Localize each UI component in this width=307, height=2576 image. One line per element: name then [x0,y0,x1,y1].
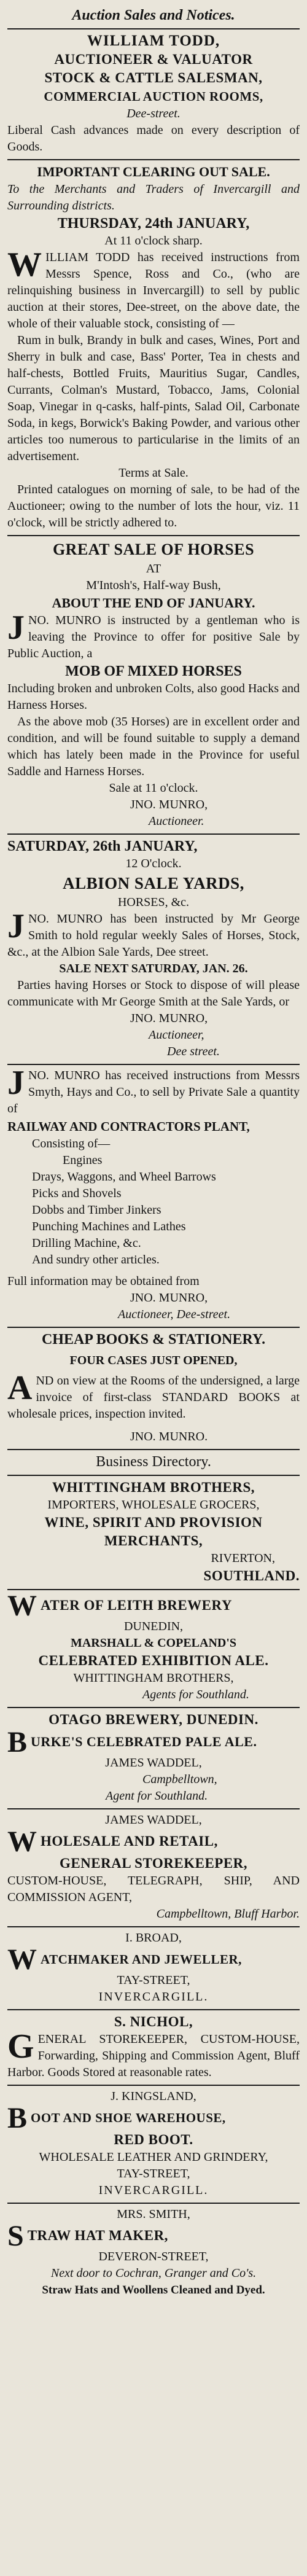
whittingham-line1: IMPORTERS, WHOLESALE GROCERS, [47,1498,260,1512]
railway-item: And sundry other articles. [32,1253,160,1267]
waddel-advert [7,1809,300,1927]
waddel-line-block [7,1825,300,1858]
clearing-time: At 11 o'clock sharp. [104,234,203,248]
smith-line2: DEVERON-STREET, [98,2250,209,2263]
smith-line-block [7,2220,300,2252]
newspaper-column [7,0,300,2302]
railway-title: RAILWAY AND CONTRACTORS PLANT, [7,1119,250,1134]
waddel-line2: GENERAL STOREKEEPER, [59,1856,248,1871]
clearing-catalogues: Printed catalogues on morning of sale, to be had of the Auctioneer; owing to the number of lots the hour, viz. 11 o'clock, will be strictly adhered to. [7,483,300,529]
leith-agent-name: WHITTINGHAM BROTHERS, [73,1671,234,1685]
railway-item: Engines [63,1153,103,1167]
kingsland-name: J. KINGSLAND, [111,2090,196,2103]
waddel-line1: HOLESALE AND RETAIL, [41,1833,218,1849]
railway-advert [7,1065,300,1328]
railway-sig-role: Auctioneer, Dee-street. [118,1308,231,1321]
otago-title: OTAGO BREWERY, DUNEDIN. [49,1712,258,1727]
kingsland-line2: RED BOOT. [114,2132,193,2147]
waddel-drop-cap: W [7,1825,37,1858]
leith-agent-role: Agents for Southland. [142,1688,249,1701]
horses-time: Sale at 11 o'clock. [109,781,198,795]
nichol-body-block [7,2028,300,2081]
clearing-heading: IMPORTANT CLEARING OUT SALE. [37,164,270,179]
whittingham-line3: MERCHANTS, [104,1533,203,1548]
horses-sig-role: Auctioneer. [149,814,204,828]
clearing-to: To the Merchants and Traders of Invercargill and Surrounding districts. [7,182,300,213]
todd-advert [7,29,300,160]
todd-role: AUCTIONEER & VALUATOR [54,52,253,67]
railway-consisting: Consisting of— [32,1137,111,1150]
todd-advances: Liberal Cash advances made on every description of Goods. [7,123,300,154]
albion-time: 12 O'clock. [125,857,182,870]
albion-sig-role: Auctioneer, [149,1028,204,1042]
whittingham-advert [7,1476,300,1590]
clearing-drop-cap: W [7,246,42,284]
todd-trade: STOCK & CATTLE SALESMAN, [44,70,263,85]
railway-item: Picks and Shovels [32,1187,122,1200]
leith-title-block [7,1590,300,1622]
railway-info: Full information may be obtained from [7,1274,200,1288]
section-header [7,4,300,29]
railway-body: NO. MUNRO has received instructions from Messrs Smyth, Hays and Co., to sell by Private Sale a quantity of [7,1069,300,1115]
railway-body-block [7,1064,300,1117]
nichol-name: S. NICHOL, [114,2014,193,2029]
books-cases: FOUR CASES JUST OPENED, [69,1354,238,1367]
albion-sig-name: JNO. MUNRO, [130,1012,208,1025]
books-heading: CHEAP BOOKS & STATIONERY. [41,1332,266,1348]
leith-title: ATER OF LEITH BREWERY [41,1598,232,1613]
clearing-terms: Terms at Sale. [119,466,188,480]
books-body: ND on view at the Rooms of the undersigned, a large invoice of first-class STANDARD BOOKS at wholesale prices, inspection invited. [7,1374,300,1421]
horses-heading: GREAT SALE OF HORSES [52,541,255,558]
otago-role: Agent for Southland. [106,1789,208,1803]
horses-place: M'Intosh's, Half-way Bush, [86,579,221,592]
albion-sig-street: Dee street. [167,1045,220,1058]
kingsland-line4: TAY-STREET, [117,2167,190,2180]
railway-item: Drays, Waggons, and Wheel Barrows [32,1170,216,1184]
horses-mob: MOB OF MIXED HORSES [65,663,242,679]
horses-when: ABOUT THE END OF JANUARY. [52,595,255,611]
kingsland-advert [7,2086,300,2204]
horses-body2: As the above mob (35 Horses) are in excellent order and condition, and will be found suitable to supply a demand which has lately been made in the Province for useful Saddle and Harness Horses. [7,715,300,778]
smith-line3: Next door to Cochran, Granger and Co's. [50,2266,257,2280]
whittingham-line4: RIVERTON, [211,1551,275,1565]
albion-next: SALE NEXT SATURDAY, JAN. 26. [59,962,248,975]
kingsland-line3: WHOLESALE LEATHER AND GRINDERY, [39,2150,268,2164]
smith-line1: TRAW HAT MAKER, [27,2228,168,2243]
books-sig-name: JNO. MUNRO. [130,1430,208,1443]
broad-line1: ATCHMAKER AND JEWELLER, [41,1952,242,1967]
horses-intro-block [7,609,300,662]
broad-advert [7,1927,300,2010]
broad-name: I. BROAD, [125,1931,182,1945]
kingsland-line5: INVERCARGILL. [98,2184,209,2197]
albion-sub: HORSES, &c. [117,896,190,909]
waddel-line3: CUSTOM-HOUSE, TELEGRAPH, SHIP, AND COMMISSION AGENT, [7,1874,300,1904]
albion-advert [7,835,300,1065]
leith-advert [7,1590,300,1708]
kingsland-line-block [7,2102,300,2134]
horses-at: AT [146,562,161,576]
books-body-block [7,1369,300,1423]
clearing-body: ILLIAM TODD has received instructions from Messrs Spence, Ross and Co., (who are relinquishing business in Invercargill) to sell by public auction at their stores, Dee-street, on the above date, the whole of their valuable stock, consisting of — [7,251,300,330]
todd-rooms: COMMERCIAL AUCTION ROOMS, [44,89,263,104]
leith-drop-cap: W [7,1590,37,1622]
railway-sig-name: JNO. MUNRO, [130,1291,208,1305]
albion-date: SATURDAY, 26th JANUARY, [7,838,198,854]
railway-item: Dobbs and Timber Jinkers [32,1203,161,1217]
horses-body: Including broken and unbroken Colts, also good Hacks and Harness Horses. [7,682,300,712]
broad-line-block [7,1943,300,1976]
albion-drop-cap: J [7,907,25,945]
otago-line: URKE'S CELEBRATED PALE ALE. [31,1734,257,1749]
leith-owners: MARSHALL & COPELAND'S [70,1636,237,1650]
section-title: Auction Sales and Notices. [72,7,235,23]
smith-line4: Straw Hats and Woollens Cleaned and Dyed. [42,2284,265,2297]
albion-body: NO. MUNRO has been instructed by Mr George Smith to hold regular weekly Sales of Horses, Stock, &c., at the Albion Sale Yards, Dee street. [7,912,300,959]
albion-place: ALBION SALE YARDS, [63,874,244,892]
smith-advert [7,2204,300,2302]
horses-intro: NO. MUNRO is instructed by a gentleman who is leaving the Province to offer for positive Sale by Public Auction, a [7,614,300,660]
otago-agent: JAMES WADDEL, [105,1756,202,1770]
kingsland-line1: OOT AND SHOE WAREHOUSE, [31,2110,226,2125]
todd-name: WILLIAM TODD, [87,33,220,49]
broad-town: INVERCARGILL. [98,1990,209,2004]
smith-name: MRS. SMITH, [117,2207,190,2221]
otago-drop-cap: B [7,1726,28,1758]
whittingham-line5: SOUTHLAND. [203,1568,300,1583]
otago-town: Campbelltown, [142,1773,217,1786]
directory-heading: Business Directory. [96,1454,211,1470]
waddel-name: JAMES WADDEL, [105,1813,202,1827]
clearing-date: THURSDAY, 24th JANUARY, [57,216,250,232]
otago-advert [7,1708,300,1809]
leith-city: DUNEDIN, [123,1620,184,1633]
nichol-body: ENERAL STOREKEEPER, CUSTOM-HOUSE, Forwarding, Shipping and Commission Agent, Bluff Harbor. Goods Stored at reasonable rates. [7,2032,300,2079]
broad-drop-cap: W [7,1943,37,1976]
railway-item: Punching Machines and Lathes [32,1220,186,1233]
kingsland-drop-cap: B [7,2102,28,2134]
otago-line-block [7,1726,300,1758]
albion-body2: Parties having Horses or Stock to dispose of will please communicate with Mr George Smith at the Sale Yards, or [7,978,300,1009]
nichol-drop-cap: G [7,2028,34,2066]
leith-ale: CELEBRATED EXHIBITION ALE. [38,1653,269,1668]
clearing-body-block [7,246,300,332]
whittingham-name: WHITTINGHAM BROTHERS, [52,1480,255,1495]
clearing-goods: Rum in bulk, Brandy in bulk and cases, Wines, Port and Sherry in bulk and case, Bass' Porter, Tea in chests and half-chests, Bottled Fruits, Mauritius Sugar, Candles, Currants, Colman's Mustard, Tobacco, Jams, Colonial Soap, Vinegar in q-casks, half-pints, Salad Oil, Carbonate Soda, in kegs, Borwick's Baking Powder, and various other articles too numerous to particularise in the limits of an advertisement. [7,334,300,463]
railway-drop-cap: J [7,1064,25,1102]
albion-body-block [7,907,300,961]
horses-drop-cap: J [7,609,25,647]
todd-street: Dee-street. [126,107,181,120]
broad-street: TAY-STREET, [117,1973,190,1987]
smith-drop-cap: S [7,2220,24,2252]
whittingham-line2: WINE, SPIRIT AND PROVISION [44,1515,263,1530]
clearing-sale-advert [7,160,300,536]
directory-header [7,1450,300,1476]
waddel-line4: Campbelltown, Bluff Harbor. [156,1907,300,1921]
railway-item: Drilling Machine, &c. [32,1236,141,1250]
books-advert [7,1328,300,1450]
horses-advert [7,536,300,835]
nichol-advert [7,2010,300,2086]
books-drop-cap: A [7,1369,33,1407]
horses-sig-name: JNO. MUNRO, [130,798,208,811]
